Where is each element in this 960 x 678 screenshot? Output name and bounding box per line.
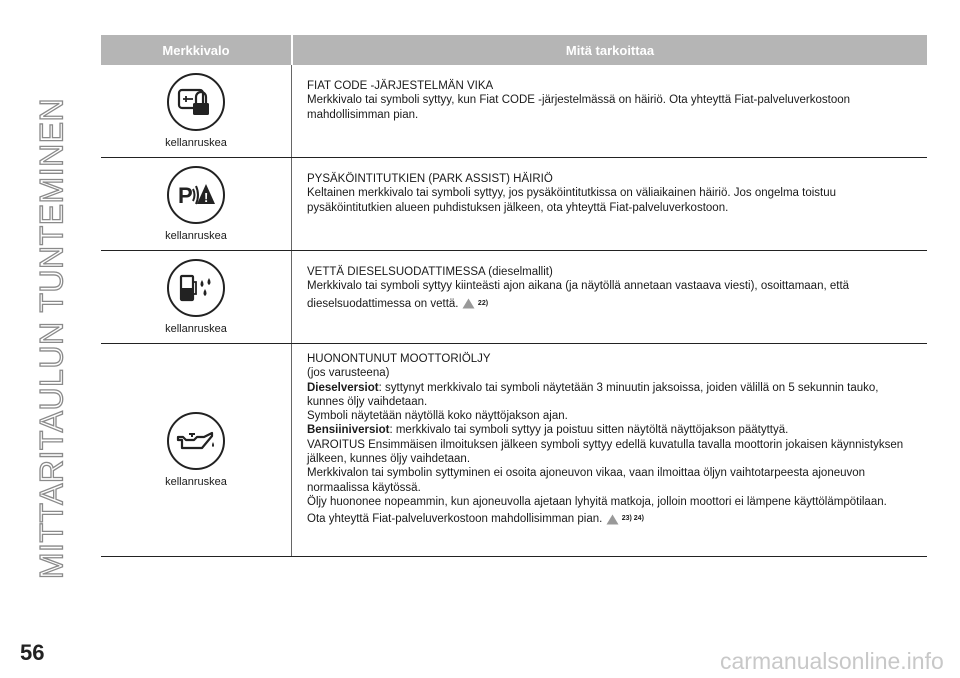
table-row	[101, 65, 927, 158]
warning-triangle-icon	[606, 514, 619, 525]
petrol-paragraph	[307, 423, 915, 437]
note-paragraph: Merkkivalon tai symbolin syttyminen ei osoita ajoneuvon vikaa, vaan ilmoittaa öljyn vaihtotarpeesta ajoneuvon normaalissa käytössä.	[307, 467, 866, 494]
park-assist-failure-icon	[167, 166, 225, 224]
page-number: 56	[20, 640, 45, 665]
diesel-label: Dieselversiot	[307, 381, 379, 394]
indicator-cell	[101, 251, 292, 343]
chapter-side-title: MITTARITAULUN TUNTEMINEN	[33, 97, 70, 580]
symbol-line: Symboli näytetään näytöllä koko näyttöjakson ajan.	[307, 410, 568, 423]
row-title: FIAT CODE -JÄRJESTELMÄN VIKA	[307, 80, 494, 92]
header-meaning: Mitä tarkoittaa	[565, 42, 655, 58]
water-in-diesel-filter-icon	[167, 259, 225, 317]
row-title: HUONONTUNUT MOOTTORIÖLJY	[307, 353, 491, 365]
description-cell	[292, 251, 927, 343]
warning-paragraph: VAROITUS Ensimmäisen ilmoituksen jälkeen symboli syttyy edellä kuvatulla tavalla moottorin jokaisen käynnistyksen jälkeen, kunnes öljy vaihdetaan.	[307, 438, 904, 466]
row-subtitle: (jos varusteena)	[307, 367, 390, 380]
petrol-text: : merkkivalo tai symboli syttyy ja poistuu sitten näytöltä näyttöjakson päätyttyä.	[389, 424, 789, 437]
row-body-end: dieselsuodattimessa on vettä.	[307, 297, 459, 310]
warning-reference: 23) 24)	[621, 515, 644, 523]
row-title: VETTÄ DIESELSUODATTIMESSA (dieselmallit)	[307, 266, 553, 278]
warning-reference: 22)	[477, 299, 489, 307]
diesel-text: : syttynyt merkkivalo tai symboli näytetään 3 minuutin jaksoissa, joiden välillä on 5 sekunnin tauko, kunnes öljy vaihdetaan.	[307, 381, 879, 408]
row-body: Merkkivalo tai symboli syttyy, kun Fiat CODE -järjestelmässä on häiriö. Ota yhteyttä Fiat-palveluverkostoon mahdollisimman pian.	[307, 94, 851, 121]
warning-triangle-icon	[462, 298, 475, 309]
petrol-label: Bensiiniversiot	[307, 424, 390, 437]
description-cell	[292, 65, 927, 157]
description-cell	[292, 158, 927, 250]
table-row	[101, 251, 927, 344]
table-row	[101, 344, 927, 557]
row-title: PYSÄKÖINTITUTKIEN (PARK ASSIST) HÄIRIÖ	[307, 173, 553, 185]
indicator-cell	[101, 158, 292, 250]
svg-text:P: P	[178, 183, 193, 208]
row-body-continued	[307, 297, 915, 311]
color-label: kellanruskea	[165, 323, 227, 335]
svg-text:!: !	[204, 190, 209, 205]
fiat-code-lock-icon	[167, 73, 225, 131]
diesel-paragraph	[307, 381, 915, 410]
watermark: carmanualsonline.info	[720, 648, 944, 674]
degraded-engine-oil-icon	[167, 412, 225, 470]
indicator-cell	[101, 65, 292, 157]
header-indicator: Merkkivalo	[101, 35, 293, 65]
table-row	[101, 158, 927, 251]
contact-paragraph	[307, 512, 915, 526]
contact-text: Ota yhteyttä Fiat-palveluverkostoon mahdollisimman pian.	[307, 513, 603, 526]
color-label: kellanruskea	[165, 476, 227, 488]
row-body: Keltainen merkkivalo tai symboli syttyy, jos pysäköintitutkissa on väliaikainen häiriö. Jos ongelma toistuu pysäköintitutkien alueen puhdistuksen jälkeen, ota yhteyttä Fiat-palveluverkostoon.	[307, 187, 837, 214]
oil-paragraph: Öljy huononee nopeammin, kun ajoneuvolla ajetaan lyhyitä matkoja, jolloin moottori ei lämpene käyttölämpötilaan.	[307, 495, 887, 508]
row-body: Merkkivalo tai symboli syttyy kiinteästi ajon aikana (ja näytöllä annetaan vastaava viesti), osoittamaan, että	[307, 280, 850, 293]
color-label: kellanruskea	[165, 230, 227, 242]
description-cell	[292, 344, 927, 556]
table-header	[101, 35, 927, 65]
indicator-cell	[101, 344, 292, 556]
color-label: kellanruskea	[165, 137, 227, 149]
warning-lights-table	[101, 35, 927, 557]
